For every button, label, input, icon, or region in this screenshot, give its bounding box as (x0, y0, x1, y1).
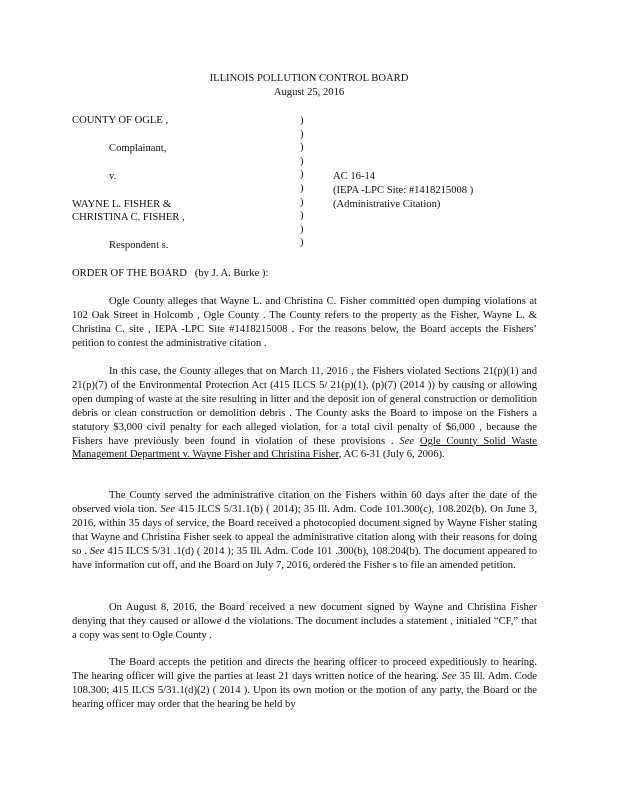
order-title: ORDER OF THE BOARD (72, 268, 187, 279)
respondent-label: Respondent s. (109, 240, 169, 251)
order-date: August 25, 2016 (273, 87, 345, 98)
complainant-label: Complainant, (109, 143, 167, 154)
paragraph-1: Ogle County alleges that Wayne L. and Christina C. Fisher committed open dumping violations at 102 Oak Street in Holcomb , Ogle County . The County refers to the property as the Fisher, Wayne L. & Christina C. site , IEPA -LPC Site #1418215008 . For the reasons below, the Board accepts the Fishers’ petition to contest the administrative citation . (72, 296, 537, 349)
board-name: ILLINOIS POLLUTION CONTROL BOARD (209, 73, 409, 84)
case-number: AC 16-14 (333, 171, 376, 182)
respondent-name-1: WAYNE L. FISHER & (72, 199, 172, 210)
paragraph-4: On August 8, 2016, the Board received a new document signed by Wayne and Christina Fisher denying that they caused or allowe d the violations. The document includes a statement , initialed “CF,” that a copy was sent to Ogle County . (72, 602, 537, 641)
complainant-name: COUNTY OF OGLE , (72, 115, 169, 126)
cited-case: Ogle County Solid Waste Management Department v. Wayne Fisher and Christina Fisher (72, 435, 537, 461)
citation-type: (Administrative Citation) (333, 199, 441, 210)
paragraph-2: In this case, the County alleges that on March 11, 2016 , the Fishers violated Sections 21(p)(1) and 21(p)(7) of the Environmental Protection Act (415 ILCS 5/ 21(p)(1), (p)(7) (2014 )) by causing or allowing open dumping of waste at the site resulting in litter and the deposit ion of general construction or demolition debris or clean construction or demolition debris . The County asks the Board to impose on the Fishers a statutory $3,000 civil penalty for each alleged violation, for a total civil penalty of $6,000 , because the Fishers have previously been found in violation of these provisions . See Ogle County Solid Waste Management Department v. Wayne Fisher and Christina Fisher, AC 6-31 (July 6, 2006). (72, 366, 537, 461)
order-author: (by J. A. Burke ): (194, 268, 269, 279)
versus: v. (109, 171, 117, 182)
paragraph-3: The County served the administrative citation on the Fishers within 60 days after the date of the observed viola tion. See 415 ILCS 5/31.1(b) ( 2014); 35 Ill. Adm. Code 101.300(c), 108.202(b). On June 3, 2016, within 35 days of service, the Board received a photocopied document signed by Wayne Fisher stating that Wayne and Christina Fisher seek to appeal the administrative citation along with their reasons for doing so . See 415 ILCS 5/31 .1(d) ( 2014 ); 35 Ill. Adm. Code 101 .300(b), 108.204(b). The document appeared to have information cut off, and the Board on July 7, 2016, ordered the Fisher s to file an amended petition. (72, 490, 537, 571)
respondent-name-2: CHRISTINA C. FISHER , (72, 212, 185, 223)
caption-parentheses: ) ) ) ) ) ) ) ) ) ) (300, 115, 304, 249)
paragraph-5: The Board accepts the petition and directs the hearing officer to proceed expeditiously to hearing. The hearing officer will give the parties at least 21 days written notice of the hearing. See 35 Ill. Adm. Code 108.300; 415 ILCS 5/31.1(d)(2) ( 2014 ). Upon its own motion or the motion of any party, the Board or the hearing officer may order that the hearing be held by (72, 657, 538, 710)
iepa-site: (IEPA -LPC Site: #1418215008 ) (333, 185, 474, 196)
order-heading (72, 267, 268, 281)
